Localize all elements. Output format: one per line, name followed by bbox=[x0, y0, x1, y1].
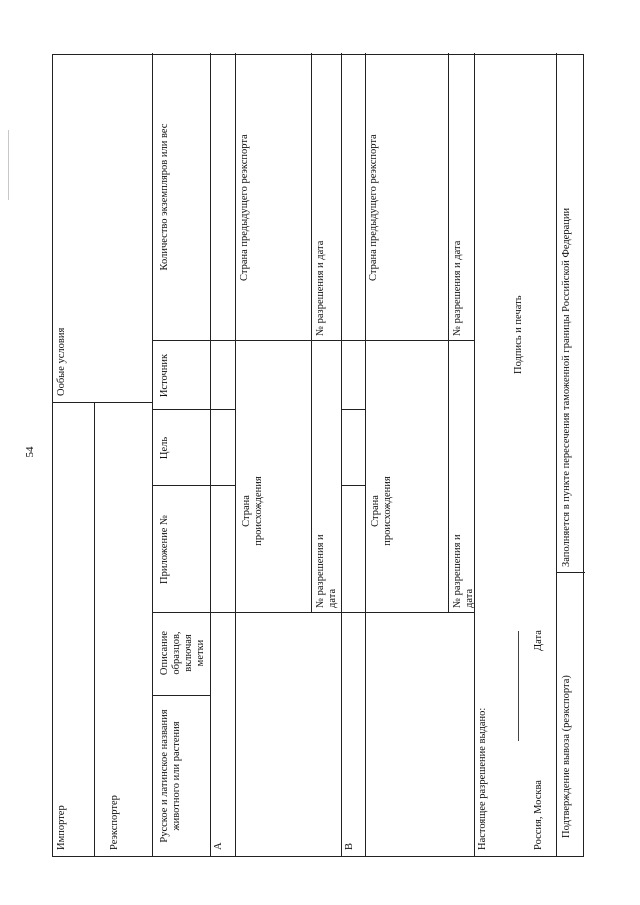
col-header-appendix: Приложение № bbox=[159, 515, 170, 584]
border-note: Заполняется в пункте пересечения таможенной границы Российской Федерации bbox=[561, 207, 572, 567]
row-b-letter: B bbox=[344, 842, 355, 850]
row-a-letter: A bbox=[213, 842, 224, 850]
rule-header-top bbox=[152, 53, 153, 856]
rule-col-4-row-b bbox=[341, 409, 365, 410]
rule-col-2 bbox=[152, 612, 474, 613]
place-label: Россия, Москва bbox=[533, 780, 544, 850]
rule-confirmation-divider bbox=[556, 572, 585, 573]
row-a-prev-reexport-permit: № разрешения и дата bbox=[315, 240, 326, 336]
issued-label: Настоящее разрешение выдано: bbox=[477, 707, 488, 850]
rule-row-a-sub bbox=[311, 53, 312, 613]
reexport-permit-form bbox=[52, 54, 584, 857]
page-number: 54 bbox=[24, 446, 36, 458]
special-conditions-label: Ообые условия bbox=[56, 327, 67, 396]
rule-col-1 bbox=[152, 695, 210, 696]
rule-row-b-sub bbox=[448, 53, 449, 613]
rule-row-b-top bbox=[341, 53, 342, 856]
col-header-description: Описание образцов, включая метки bbox=[159, 630, 207, 676]
rule-confirmation-top bbox=[556, 53, 557, 856]
importer-label: Импортер bbox=[56, 805, 67, 850]
rule-row-a-top bbox=[235, 53, 236, 856]
row-a-origin-permit: № разрешения и дата bbox=[315, 534, 339, 608]
rule-row-b-bottom bbox=[365, 53, 366, 856]
rule-special-divider bbox=[53, 402, 152, 403]
signature-label: Подпись и печать bbox=[513, 295, 524, 374]
row-b-origin-permit: № разрешения и дата bbox=[452, 534, 476, 608]
rule-row-a-split bbox=[235, 340, 341, 341]
rotated-form-wrapper bbox=[52, 54, 584, 857]
row-b-prev-reexport-permit: № разрешения и дата bbox=[452, 240, 463, 336]
col-header-species: Русское и латинское названия животного или растения bbox=[159, 709, 183, 843]
rule-col-5-row-b bbox=[341, 340, 365, 341]
col-header-quantity: Количество экземпляров или вес bbox=[159, 123, 170, 271]
reexporter-label: Реэкспортер bbox=[109, 795, 120, 850]
row-a-prev-reexport-country: Страна предыдущего реэкспорта bbox=[239, 134, 250, 281]
row-b-prev-reexport-country: Страна предыдущего реэкспорта bbox=[368, 134, 379, 281]
row-b-origin-country: Страна происхождения bbox=[370, 476, 394, 546]
rule-col-3-row-b bbox=[341, 485, 365, 486]
col-header-purpose: Цель bbox=[159, 436, 170, 460]
rule-row-b-split bbox=[365, 340, 474, 341]
date-label: Дата bbox=[533, 630, 544, 651]
row-a-origin-country: Страна происхождения bbox=[241, 476, 265, 546]
col-header-source: Источник bbox=[159, 353, 170, 398]
rule-header-bottom bbox=[210, 53, 211, 856]
rule-issued-top bbox=[474, 53, 475, 856]
scan-edge-mark bbox=[8, 130, 9, 200]
date-blank-line bbox=[518, 631, 519, 741]
export-confirmation-label: Подтверждение вывоза (реэкспорта) bbox=[561, 675, 572, 838]
rule-importer-bottom bbox=[94, 403, 95, 856]
